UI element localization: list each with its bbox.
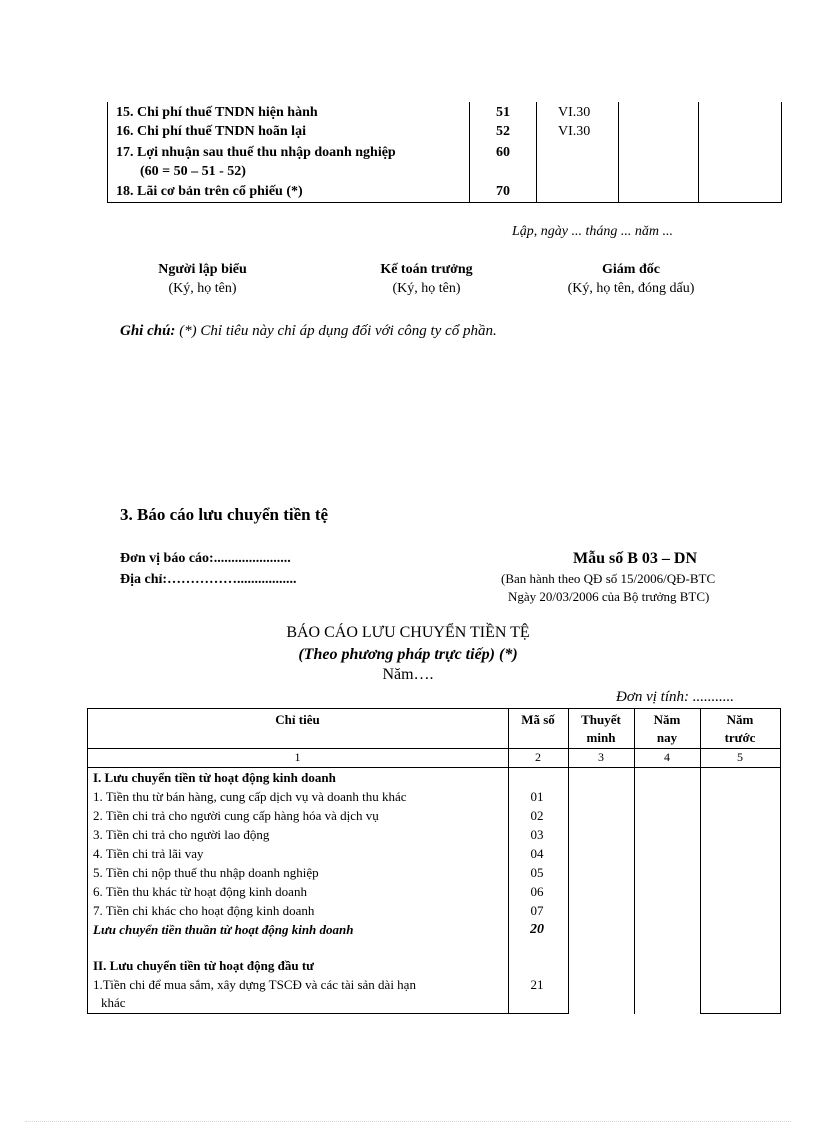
table-row-label: 6. Tiền thu khác từ hoạt động kinh doanh [93, 884, 307, 899]
form-code: Mẫu số B 03 – DN [572, 550, 697, 567]
signature-subtitle: (Ký, họ tên) [168, 281, 237, 296]
table-row-label: 1. Tiền thu từ bán hàng, cung cấp dịch vụ và doanh thu khác [93, 789, 407, 804]
unit-of-measure [616, 689, 734, 706]
report-year: Năm…. [382, 666, 434, 683]
table-row-label: 18. Lãi cơ bản trên cổ phiếu (*) [116, 184, 303, 199]
header-divider [87, 748, 781, 749]
header-chi-tieu: Chỉ tiêu [275, 712, 320, 727]
signature-block [354, 262, 499, 297]
column-divider [618, 102, 619, 202]
table-border [780, 708, 781, 1014]
header-ma-so: Mã số [521, 712, 555, 727]
header-divider [87, 767, 781, 768]
header-line: minh [586, 730, 616, 745]
table-row-label: 7. Tiền chi khác cho hoạt động kinh doanh [93, 903, 315, 918]
header-line: Năm [653, 712, 681, 727]
column-number: 1 [294, 750, 301, 764]
header-line: trước [724, 730, 756, 745]
column-number: 4 [664, 750, 670, 764]
table-row-code: 05 [530, 865, 544, 880]
table-row-label: 4. Tiền chi trả lãi vay [93, 846, 204, 861]
signature-block [130, 262, 275, 297]
subtotal-code: 20 [530, 922, 544, 937]
table-row-label-continued: khác [101, 995, 126, 1010]
table-row-label: 15. Chi phí thuế TNDN hiện hành [116, 105, 318, 120]
table-row-code: 70 [496, 184, 510, 199]
column-number: 2 [535, 750, 541, 764]
table-row-code: 02 [530, 808, 544, 823]
section-heading: I. Lưu chuyển tiền từ hoạt động kinh doanh [93, 770, 336, 785]
table-row-note: VI.30 [558, 105, 591, 120]
table-border [87, 1013, 568, 1014]
report-subtitle: (Theo phương pháp trực tiếp) (*) [298, 646, 518, 663]
signature-subtitle: (Ký, họ tên) [392, 281, 461, 296]
header-line: Năm [726, 712, 754, 727]
table-row-label: 2. Tiền chi trả cho người cung cấp hàng hóa và dịch vụ [93, 808, 379, 823]
issued-date-line: Ngày 20/03/2006 của Bộ trưởng BTC) [508, 589, 710, 604]
page-edge-divider [25, 1121, 791, 1122]
income-statement-fragment-table [107, 102, 782, 203]
footnote [120, 323, 497, 340]
report-title: BÁO CÁO LƯU CHUYỂN TIỀN TỆ [286, 624, 530, 641]
address: Địa chỉ:……………................. [120, 572, 297, 587]
table-row-code: 52 [496, 124, 510, 139]
column-number: 5 [737, 750, 743, 764]
cash-flow-table [87, 708, 781, 1014]
footnote-text: (*) Chỉ tiêu này chỉ áp dụng đối với công ty cổ phần. [179, 323, 497, 339]
column-divider [781, 102, 782, 202]
section-title: 3. Báo cáo lưu chuyển tiền tệ [120, 505, 329, 524]
column-divider [536, 102, 537, 202]
reporting-unit: Đơn vị báo cáo:...................... [120, 551, 291, 566]
header-thuyet-minh [568, 711, 634, 747]
signature-title: Người lập biểu [158, 262, 247, 277]
issued-by-line: (Ban hành theo QĐ số 15/2006/QĐ-BTC [501, 571, 716, 586]
table-row-code: 04 [530, 846, 544, 861]
header-line: nay [656, 730, 678, 745]
column-number: 3 [598, 750, 604, 764]
header-line: Thuyết [581, 712, 621, 727]
signature-title: Giám đốc [602, 262, 660, 277]
table-row-label: 16. Chi phí thuế TNDN hoãn lại [116, 124, 306, 139]
table-row-code: 51 [496, 105, 510, 120]
date-line: Lập, ngày ... tháng ... năm ... [512, 224, 673, 239]
signature-subtitle: (Ký, họ tên, đóng dấu) [567, 281, 695, 296]
column-divider [698, 102, 699, 202]
table-row-label: 5. Tiền chi nộp thuế thu nhập doanh nghiệp [93, 865, 319, 880]
table-border [700, 1013, 781, 1014]
table-row-code: 01 [530, 789, 544, 804]
table-row-code: 21 [530, 977, 544, 992]
unit-of-measure-text: Đơn vị tính: ........... [616, 689, 734, 705]
table-row-label: 17. Lợi nhuận sau thuế thu nhập doanh nghiệp [116, 145, 396, 160]
table-row-label: 1.Tiền chi để mua sắm, xây dựng TSCĐ và các tài sản dài hạn [93, 977, 416, 992]
signature-title: Kế toán trưởng [380, 262, 473, 277]
table-row-formula: (60 = 50 – 51 - 52) [140, 164, 246, 179]
section-heading: II. Lưu chuyển tiền từ hoạt động đầu tư [93, 958, 314, 973]
subtotal-label: Lưu chuyển tiền thuần từ hoạt động kinh doanh [93, 922, 354, 937]
footnote-label: Ghi chú: [120, 323, 176, 339]
table-row-label: 3. Tiền chi trả cho người lao động [93, 827, 270, 842]
table-row-note: VI.30 [558, 124, 591, 139]
table-row-code: 03 [530, 827, 544, 842]
table-row-code: 60 [496, 145, 510, 160]
table-border [87, 708, 781, 709]
table-row-code: 07 [530, 903, 544, 918]
table-row-code: 06 [530, 884, 544, 899]
header-nam-truoc [700, 711, 780, 747]
signature-block [551, 262, 711, 297]
header-nam-nay [634, 711, 700, 747]
